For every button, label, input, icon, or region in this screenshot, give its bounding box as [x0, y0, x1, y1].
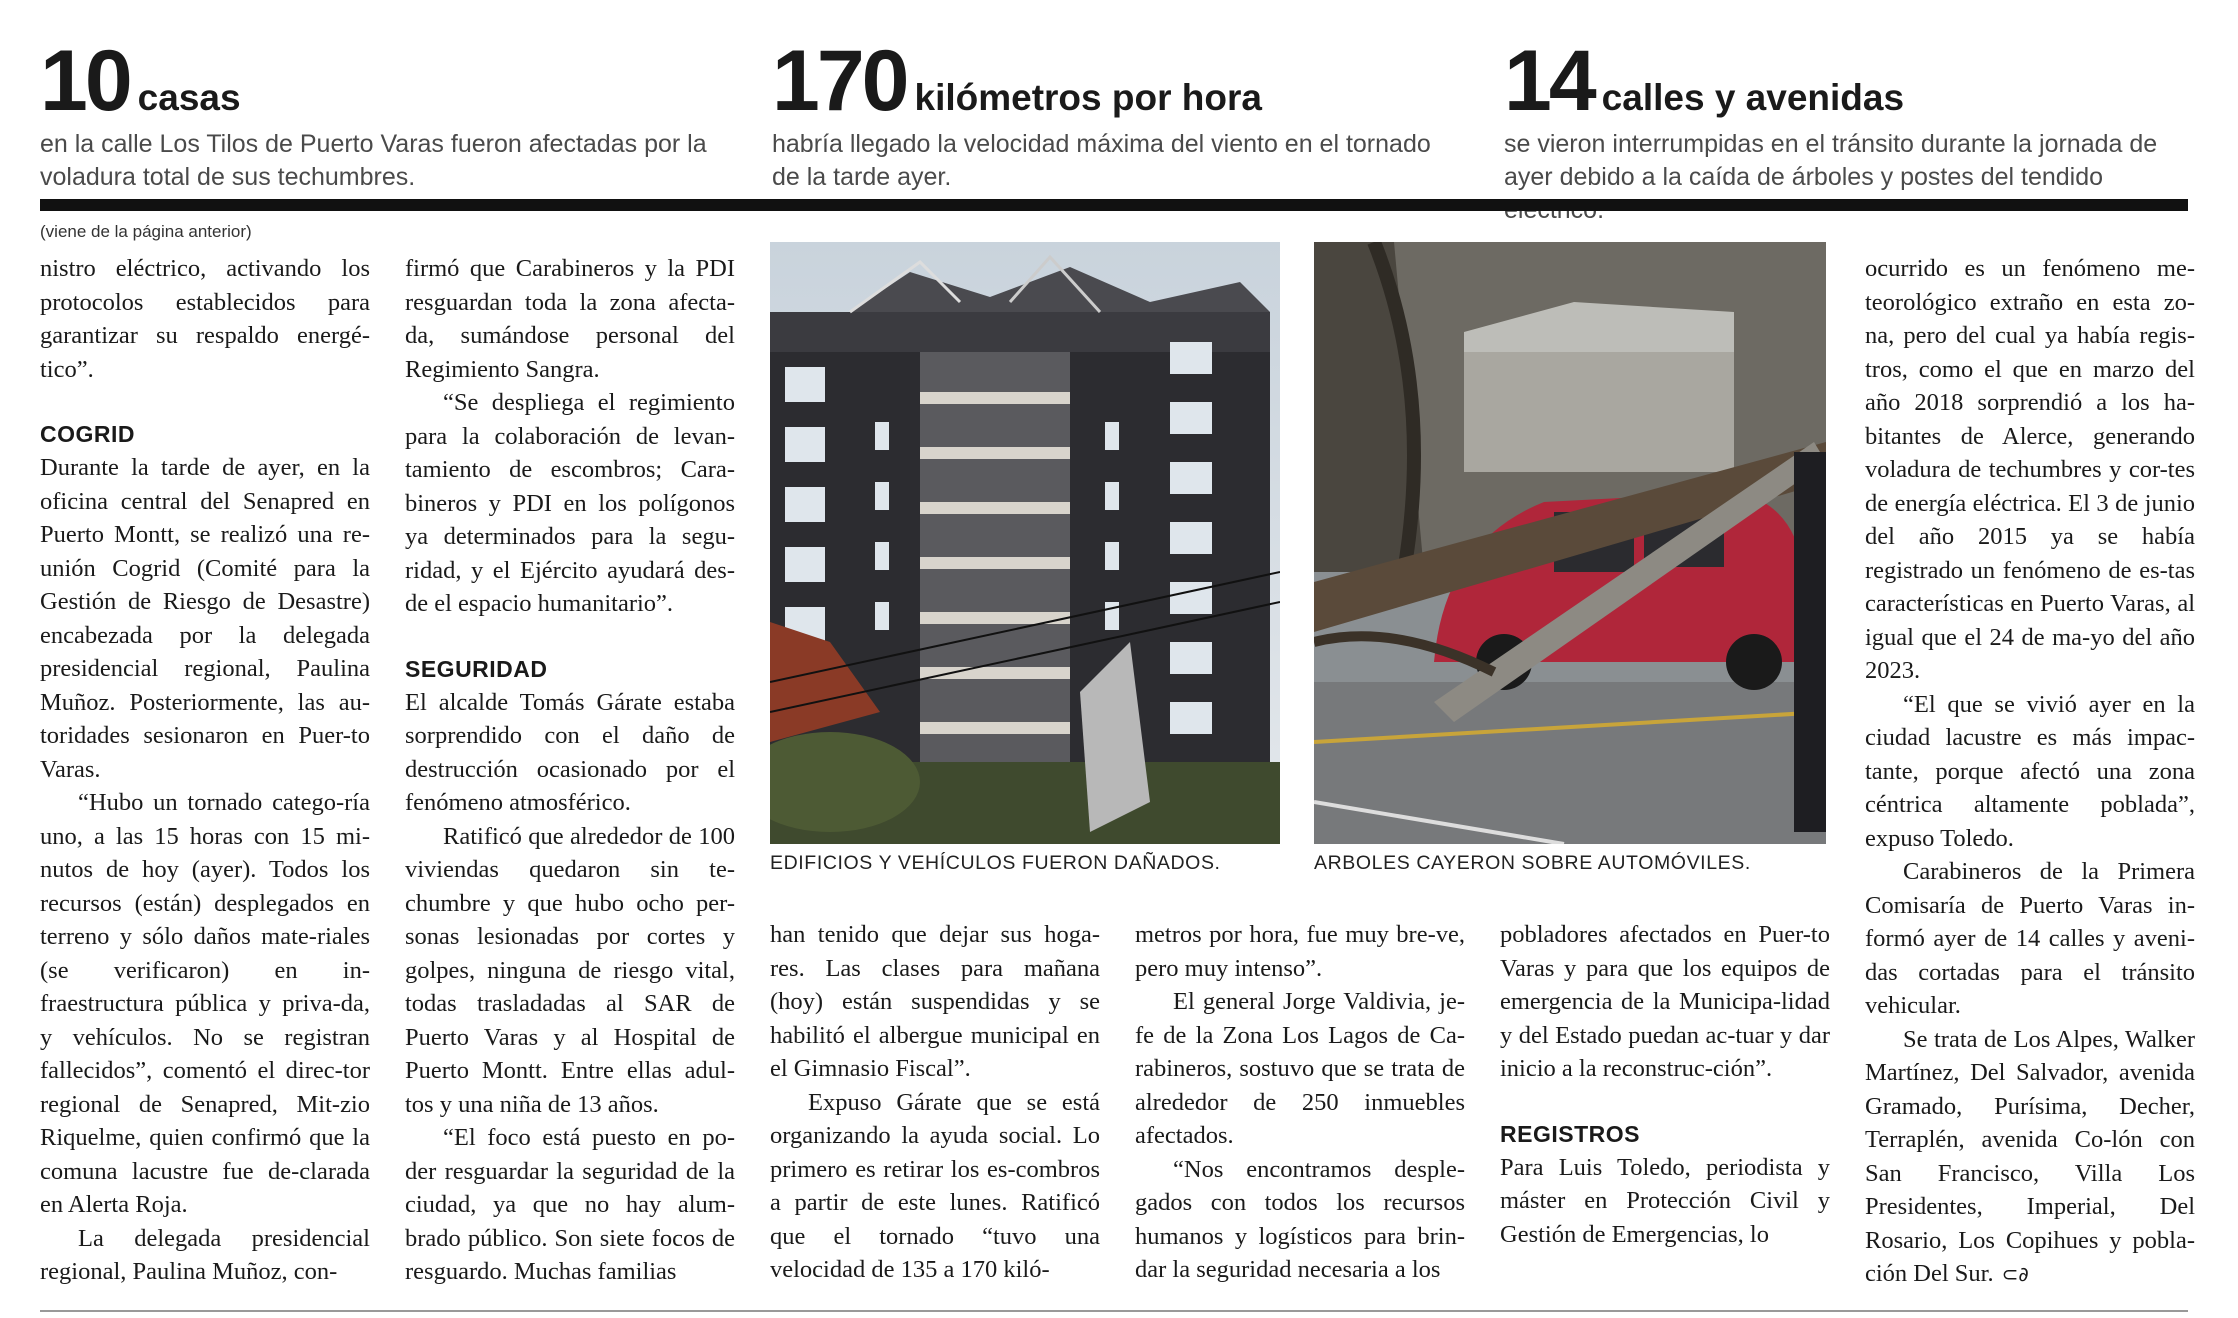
paragraph: ocurrido es un fenómeno me-teorológico extraño en esta zo-na, pero del cual ya había regis-tros, como el que en marzo del año 2018 sorprendió a los ha-bitantes de Alerce, generando voladura de techumbres y cor-tes de energía eléctrica. El 3 de junio del año 2015 ya se había registrado un fenómeno de es-tas características en Puerto Varas, al igual que el 24 de ma-yo del año 2023. — [1865, 255, 2195, 684]
stat-number: 170 — [772, 33, 907, 129]
paragraph: “Hubo un tornado catego-ría uno, a las 15 horas con 15 mi-nutos de hoy (ayer). Todos los recursos (están) desplegados en terreno y sólo daños mate-riales (se verificaron) en in-fraestructura pública y priva-da, y vehículos. No se registran fallecidos”, comentó el direc-tor regional de Senapred, Mit-zio Riquelme, quien confirmó que la comuna lacustre fue de-clarada en Alerta Roja. — [40, 789, 370, 1218]
article-column-3 — [770, 918, 1100, 1287]
stat-houses — [40, 33, 740, 194]
paragraph — [1865, 1023, 2195, 1292]
stat-description — [40, 128, 740, 194]
footer-rule — [40, 1310, 2188, 1312]
photo-fallen-trees — [1314, 242, 1826, 844]
header-rule — [40, 199, 2188, 211]
stat-desc-line: ayer debido a la caída de árboles y postes del tendido — [1504, 163, 2104, 191]
article-column-4 — [1135, 918, 1465, 1287]
stat-number: 14 — [1504, 33, 1594, 129]
stat-desc-line: se vieron interrumpidas en el tránsito durante la jornada de — [1504, 130, 2158, 158]
stat-number: 10 — [40, 33, 130, 129]
paragraph: Durante la tarde de ayer, en la oficina central del Senapred en Puerto Montt, se realizó una re-unión Cogrid (Comité para la Gestión de Riesgo de Desastre) encabezada por la delegada presidencial regional, Paulina Muñoz. Posteriormente, las au-toridades sesionaron en Puer-to Varas. — [40, 454, 370, 783]
photo-caption-trees: ARBOLES CAYERON SOBRE AUTOMÓVILES. — [1314, 852, 1751, 874]
paragraph: “Se despliega el regimiento para la colaboración de levan-tamiento de escombros; Cara-bineros y PDI en los polígonos ya determinados para la segu-ridad, y el Ejército ayudará des-de el espacio humanitario”. — [405, 389, 735, 617]
paragraph: metros por hora, fue muy bre-ve, pero muy intenso”. — [1135, 921, 1465, 982]
paragraph: “El foco está puesto en po-der resguardar la seguridad de la ciudad, ya que no hay alum-brado público. Son siete focos de resguardo. Muchas familias — [405, 1124, 735, 1285]
section-heading-cogrid: COGRID — [40, 421, 135, 447]
paragraph: firmó que Carabineros y la PDI resguardan toda la zona afecta-da, sumándose personal del Regimiento Sangra. — [405, 255, 735, 383]
section-heading-registros: REGISTROS — [1500, 1120, 1640, 1147]
photo-caption-building: EDIFICIOS Y VEHÍCULOS FUERON DAÑADOS. — [770, 852, 1221, 874]
stat-description — [772, 128, 1472, 194]
paragraph: Para Luis Toledo, periodista y máster en Protección Civil y Gestión de Emergencias, lo — [1500, 1153, 1830, 1248]
article-column-6 — [1865, 252, 2195, 1292]
stat-label: calles y avenidas — [1601, 77, 1905, 118]
fallen-tree-illustration — [1314, 242, 1826, 844]
paragraph: Carabineros de la Primera Comisaría de Puerto Varas in-formó ayer de 14 calles y aveni-das cortadas para el tránsito vehicular. — [1865, 858, 2195, 1019]
stat-description — [1504, 128, 2204, 227]
continued-note: (viene de la página anterior) — [40, 222, 252, 241]
building-illustration — [770, 242, 1280, 844]
paragraph: “Nos encontramos desple-gados con todos los recursos humanos y logísticos para brin-dar la seguridad necesaria a los — [1135, 1155, 1465, 1283]
article-column-2 — [405, 252, 735, 1289]
paragraph-text: Se trata de Los Alpes, Walker Martínez, Del Salvador, avenida Gramado, Purísima, Decher, Terraplén, avenida Co-lón con San Francisco, Villa Los Presidentes, Imperial, Del Rosario, Los Copihues y pobla-ción Del Sur. — [1865, 1025, 2195, 1287]
stat-desc-line: en la calle Los Tilos de Puerto Varas fueron afectadas por la — [40, 130, 707, 158]
paragraph: pobladores afectados en Puer-to Varas y para que los equipos de emergencia de la Municipa-lidad y del Estado puedan ac-tuar y dar inicio a la reconstruc-ción”. — [1500, 921, 1830, 1082]
paragraph: La delegada presidencial regional, Paulina Muñoz, con- — [40, 1224, 370, 1285]
photo-damaged-building — [770, 242, 1280, 844]
section-heading-seguridad: SEGURIDAD — [405, 655, 548, 682]
article-column-5 — [1500, 918, 1830, 1251]
stat-label: kilómetros por hora — [914, 77, 1262, 118]
stat-desc-line: de la tarde ayer. — [772, 163, 952, 191]
stat-desc-line: habría llegado la velocidad máxima del viento en el tornado — [772, 130, 1431, 158]
paragraph: “El que se vivió ayer en la ciudad lacustre es más impac-tante, porque afectó una zona céntrica altamente poblada”, expuso Toledo. — [1865, 690, 2195, 852]
paragraph: Ratificó que alrededor de 100 viviendas quedaron sin te-chumbre y que hubo ocho per-sonas lesionadas por cortes y golpes, ninguna de riesgo vital, todas trasladadas al SAR de Puerto Varas y al Hospital de Puerto Montt. Entre ellas adul-tos y una niña de 13 años. — [405, 822, 735, 1118]
stat-label: casas — [137, 77, 241, 118]
stat-desc-line: voladura total de sus techumbres. — [40, 163, 416, 191]
end-mark-icon: ⊂∂ — [2001, 1262, 2029, 1286]
paragraph: El general Jorge Valdivia, je-fe de la Zona Los Lagos de Ca-rabineros, sostuvo que se trata de alrededor de 250 inmuebles afectados. — [1135, 988, 1465, 1149]
paragraph: El alcalde Tomás Gárate estaba sorprendido con el daño de destrucción ocasionado por el fenómeno atmosférico. — [405, 688, 735, 816]
paragraph: nistro eléctrico, activando los protocolos establecidos para garantizar su respaldo energé-tico”. — [40, 255, 370, 383]
stat-wind-speed — [772, 33, 1472, 194]
article-column-1 — [40, 252, 370, 1289]
paragraph: han tenido que dejar sus hoga-res. Las clases para mañana (hoy) están suspendidas y se habilitó el albergue municipal en el Gimnasio Fiscal”. — [770, 921, 1100, 1082]
paragraph: Expuso Gárate que se está organizando la ayuda social. Lo primero es retirar los es-combros a partir de este lunes. Ratificó que el tornado “tuvo una velocidad de 135 a 170 kiló- — [770, 1088, 1100, 1283]
